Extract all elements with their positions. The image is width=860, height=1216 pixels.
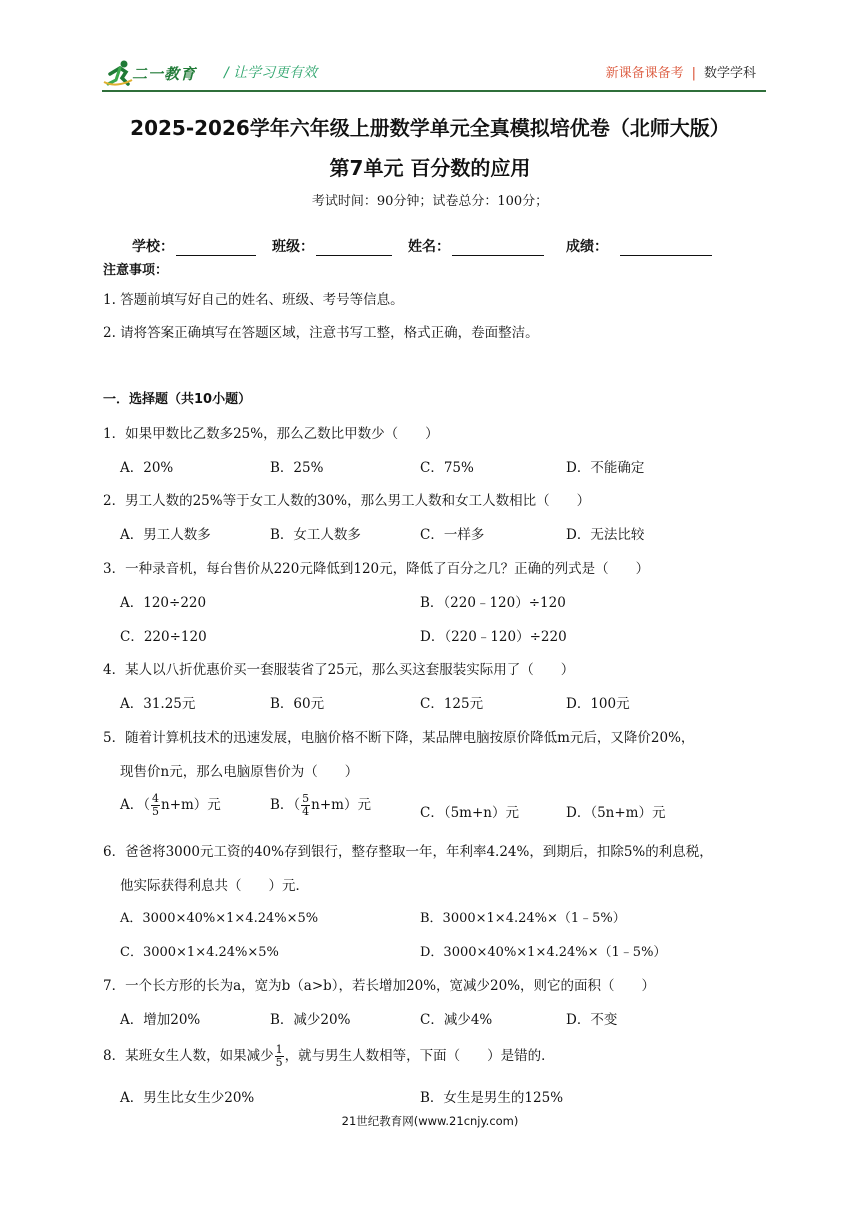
option-c[interactable]: C．220÷120 <box>120 629 207 645</box>
question-stem <box>103 1044 555 1069</box>
option-b[interactable]: B．女生是男生的125% <box>420 1090 564 1106</box>
option-b[interactable] <box>270 793 371 818</box>
option-a[interactable]: A．3000×40%×1×4.24%×5% <box>120 911 319 926</box>
question-stem: 6．爸爸将3000元工资的40%存到银行，整存整取一年，年利率4.24%，到期后，扣除5%的利息税， <box>103 844 713 860</box>
header-separator: | <box>691 66 696 81</box>
option-c[interactable]: C．75% <box>420 460 474 476</box>
option-d[interactable]: D．100元 <box>566 696 630 712</box>
option-a-prefix: A．（ <box>120 797 150 813</box>
name-label: 姓名： <box>408 239 450 255</box>
page-header <box>102 58 762 90</box>
student-info-row <box>132 236 728 256</box>
section-title: 一．选择题（共10小题） <box>103 392 252 407</box>
option-c[interactable]: C．（5m+n）元 <box>420 805 519 821</box>
option-b-prefix: B．（ <box>270 797 301 813</box>
option-b-suffix: n+m）元 <box>311 797 371 813</box>
question-stem: 7．一个长方形的长为a，宽为b（a>b），若长增加20%，宽减少20%，则它的面积（ ） <box>103 978 656 994</box>
option-d[interactable]: D．3000×40%×1×4.24%×（1﹣5%） <box>420 945 667 960</box>
fraction-numerator: 5 <box>302 792 310 805</box>
question-stem-continued: 他实际获得利息共（ ）元． <box>120 878 309 894</box>
option-d[interactable]: D．（5n+m）元 <box>566 805 666 821</box>
name-blank[interactable] <box>452 241 544 256</box>
header-subject <box>606 62 756 81</box>
question-stem: 3．一种录音机，每台售价从220元降低到120元，降低了百分之几？正确的列式是（ ） <box>103 561 650 577</box>
option-b[interactable]: B．25% <box>270 460 324 476</box>
fraction-denominator: 4 <box>302 805 310 818</box>
logo-text: 二一教育 <box>132 65 197 83</box>
fraction <box>301 793 310 818</box>
notice-item: 2. 请将答案正确填写在答题区域，注意书写工整，格式正确，卷面整洁。 <box>103 325 539 341</box>
school-label: 学校： <box>132 239 174 255</box>
fraction-denominator: 5 <box>275 1056 283 1069</box>
logo <box>102 58 212 90</box>
page-footer: 21世纪教育网(www.21cnjy.com) <box>341 1114 519 1128</box>
question-stem-suffix: ，就与男生人数相等，下面（ ）是错的． <box>284 1048 555 1064</box>
fraction <box>275 1044 284 1069</box>
option-a[interactable]: A．120÷220 <box>120 595 207 611</box>
fraction-denominator: 5 <box>152 805 159 818</box>
paper-subtitle: 第7单元 百分数的应用 <box>329 156 531 180</box>
score-blank[interactable] <box>620 241 712 256</box>
question-stem-prefix: 8．某班女生人数，如果减少 <box>103 1048 274 1064</box>
header-divider <box>102 90 766 92</box>
option-d[interactable]: D．无法比较 <box>566 527 645 543</box>
class-blank[interactable] <box>316 241 392 256</box>
fraction <box>151 793 160 818</box>
option-b[interactable]: B．减少20% <box>270 1012 351 1028</box>
option-c[interactable]: C．3000×1×4.24%×5% <box>120 945 279 960</box>
option-a-suffix: n+m）元 <box>161 797 221 813</box>
option-b[interactable]: B．（220﹣120）÷120 <box>420 595 566 611</box>
header-subject-label: 数学学科 <box>703 66 756 81</box>
score-label: 成绩： <box>566 239 608 255</box>
option-b[interactable]: B．女工人数多 <box>270 527 361 543</box>
notice-title: 注意事项： <box>103 263 169 278</box>
school-field[interactable] <box>132 236 256 256</box>
question-stem-continued: 现售价n元，那么电脑原售价为（ ） <box>120 764 359 780</box>
option-a[interactable]: A．增加20% <box>120 1012 201 1028</box>
paper-title: 2025-2026学年六年级上册数学单元全真模拟培优卷（北师大版） <box>130 116 730 140</box>
class-field[interactable] <box>272 236 392 256</box>
option-a[interactable]: A．男生比女生少20% <box>120 1090 255 1106</box>
option-d[interactable]: D．不能确定 <box>566 460 645 476</box>
question-stem: 1．如果甲数比乙数多25%，那么乙数比甲数少（ ） <box>103 426 439 442</box>
class-label: 班级： <box>272 239 314 255</box>
option-c[interactable]: C．减少4% <box>420 1012 493 1028</box>
slogan: / 让学习更有效 <box>224 65 318 81</box>
runner-logo-icon <box>102 58 134 88</box>
question-stem: 5．随着计算机技术的迅速发展，电脑价格不断下降，某品牌电脑按原价降低m元后，又降价20%， <box>103 730 695 746</box>
option-a[interactable]: A．男工人数多 <box>120 527 211 543</box>
notice-item: 1. 答题前填写好自己的姓名、班级、考号等信息。 <box>103 292 404 308</box>
option-c[interactable]: C．125元 <box>420 696 484 712</box>
option-a[interactable]: A．31.25元 <box>120 696 196 712</box>
question-stem: 4．某人以八折优惠价买一套服装省了25元，那么买这套服装实际用了（ ） <box>103 662 575 678</box>
option-c[interactable]: C．一样多 <box>420 527 485 543</box>
header-course-label: 新课备课备考 <box>605 66 684 81</box>
name-field[interactable] <box>408 236 544 256</box>
question-stem: 2．男工人数的25%等于女工人数的30%，那么男工人数和女工人数相比（ ） <box>103 493 591 509</box>
fraction-numerator: 1 <box>275 1043 283 1056</box>
option-a[interactable]: A．20% <box>120 460 174 476</box>
score-field[interactable] <box>566 236 712 256</box>
option-b[interactable]: B．60元 <box>270 696 325 712</box>
option-a[interactable] <box>120 793 221 818</box>
exam-info: 考试时间：90分钟；试卷总分：100分； <box>311 194 549 209</box>
fraction-numerator: 4 <box>152 792 159 805</box>
school-blank[interactable] <box>176 241 256 256</box>
option-d[interactable]: D．不变 <box>566 1012 618 1028</box>
option-b[interactable]: B．3000×1×4.24%×（1﹣5%） <box>420 911 626 926</box>
option-d[interactable]: D．（220﹣120）÷220 <box>420 629 567 645</box>
